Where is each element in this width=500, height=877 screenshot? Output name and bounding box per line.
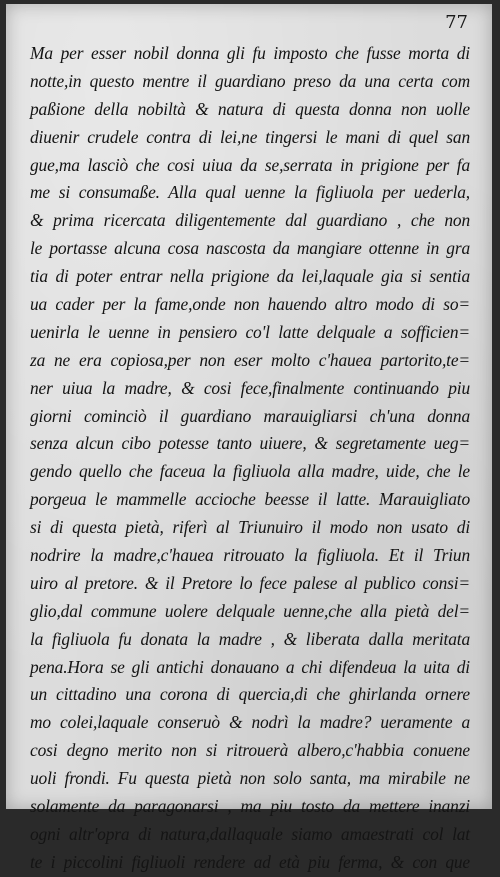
body-text <box>30 40 470 877</box>
text-line: diuenir crudele contra di lei,ne tingersi le mani di quel san <box>30 126 470 147</box>
text-line: si di questa pietà, riferì al Triunuiro il modo non usato di <box>30 517 470 538</box>
text-line: pena.Hora se gli antichi donauano a chi difendeua la uita di <box>30 656 470 677</box>
page-number: 77 <box>445 12 468 33</box>
text-line: uoli frondi. Fu questa pietà non solo santa, ma mirabile ne <box>30 768 470 789</box>
text-line: me si consumaße. Alla qual uenne la figliuola per uederla, <box>30 182 470 203</box>
text-line: cosi degno merito non si ritrouerà albero,c'habbia conuene <box>30 740 470 761</box>
text-line: senza alcun cibo potesse tanto uiuere, & segretamente ueg= <box>30 433 470 454</box>
text-line: paßione della nobiltà & natura di questa donna non uolle <box>30 98 470 119</box>
text-line: un cittadino una corona di quercia,di che ghirlanda ornere <box>30 684 470 705</box>
text-line: gendo quello che faceua la figliuola alla madre, uide, che le <box>30 461 470 482</box>
text-line: uiro al pretore. & il Pretore lo fece palese al publico consi= <box>30 572 470 593</box>
text-line: ner uiua la madre, & cosi fece,finalmente continuando piu <box>30 377 470 398</box>
text-line: ogni altr'opra di natura,dallaquale siamo amaestrati col lat <box>30 823 470 844</box>
book-page <box>6 4 492 872</box>
text-line: mo colei,laquale conseruò & nodrì la madre? ueramente a <box>30 712 470 733</box>
text-line: porgeua le mammelle accioche beesse il latte. Marauigliato <box>30 489 470 510</box>
text-line: uenirla le uenne in pensiero co'l latte delquale a sofficien= <box>30 321 470 342</box>
text-line: tia di poter entrar nella prigione da lei,laquale gia si sentia <box>30 266 470 287</box>
text-line: ua cader per la fame,onde non hauendo altro modo di so= <box>30 294 470 315</box>
text-line: Ma per esser nobil donna gli fu imposto che fusse morta di <box>30 43 470 63</box>
text-line: notte,in questo mentre il guardiano preso da una certa com <box>30 70 470 91</box>
text-line: glio,dal commune uolere delquale uenne,che alla pietà del= <box>30 600 470 621</box>
text-line: nodrire la madre,c'hauea ritrouato la figliuola. Et il Triun <box>30 545 470 566</box>
text-line: & prima ricercata diligentemente dal guardiano , che non <box>30 210 470 231</box>
text-line: gue,ma lasciò che cosi uiua da se,serrata in prigione per fa <box>30 154 470 175</box>
text-line: te i piccolini figliuoli rendere ad età piu ferma, & con que <box>30 851 470 872</box>
text-line: za ne era copiosa,per non eser molto c'hauea partorito,te= <box>30 349 470 370</box>
text-line: solamente da paragonarsi , ma piu tosto da mettere inanzi <box>30 796 470 817</box>
text-line: giorni cominciò il guardiano marauigliarsi ch'una donna <box>30 405 470 426</box>
text-line: la figliuola fu donata la madre , & liberata dalla meritata <box>30 628 470 649</box>
text-line: le portasse alcuna cosa nascosta da mangiare ottenne in gra <box>30 238 470 259</box>
